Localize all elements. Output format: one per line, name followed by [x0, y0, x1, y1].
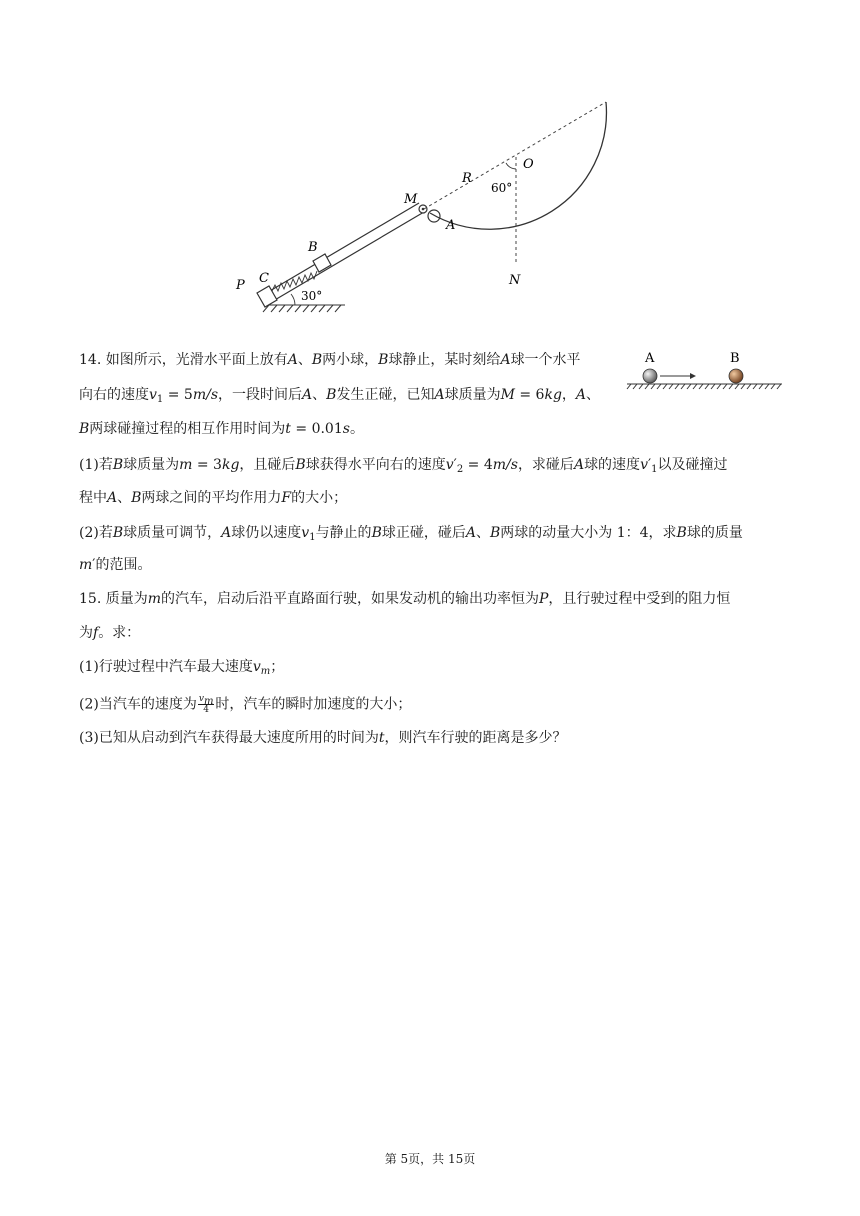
- label-p: P: [236, 278, 245, 293]
- q15-line-1: 15. 质量为m的汽车，启动后沿平直路面行驶，如果发动机的输出功率恒为P，且行驶过程中受到的阻力恒: [79, 591, 731, 607]
- incline-track-figure: [225, 95, 635, 320]
- label-30deg: 30°: [301, 289, 323, 303]
- label-60deg: 60°: [491, 181, 513, 195]
- label-ball-b: B: [730, 351, 740, 366]
- q14-line-3: B两球碰撞过程的相互作用时间为t = 0.01s。: [79, 421, 364, 437]
- arrow-right-icon: [660, 373, 696, 379]
- surface-hatch: [627, 384, 782, 389]
- label-b: B: [308, 240, 318, 255]
- semicircle-track: [430, 102, 606, 229]
- ground-hatch: [263, 305, 345, 312]
- q14-line-2: 向右的速度$v_1 = 5m/s$，一段时间后A、B发生正碰，已知A球质量为M = 6kg，A、: [79, 387, 601, 405]
- incline-plane: [263, 203, 424, 304]
- angle-arc-30: [291, 294, 295, 305]
- ball-b-shape: [729, 369, 743, 383]
- angle-arc-60: [506, 163, 516, 169]
- q14-line-5: 程中A、B两球之间的平均作用力F的大小；: [79, 490, 348, 506]
- label-m: M: [404, 192, 418, 207]
- label-r: R: [462, 171, 472, 186]
- page-footer: 第 5页，共 15页: [384, 1152, 476, 1166]
- label-n: N: [509, 273, 521, 288]
- q14-line-7: m′的范围。: [79, 557, 152, 573]
- two-balls-figure: [622, 348, 787, 396]
- ball-a-shape: [643, 369, 657, 383]
- label-c: C: [259, 271, 269, 286]
- label-o: O: [523, 157, 534, 172]
- q15-line-2: 为f。求：: [79, 625, 141, 641]
- q15-line-5: (3)已知从启动到汽车获得最大速度所用的时间为t，则汽车行驶的距离是多少？: [79, 730, 567, 746]
- label-a: A: [446, 218, 456, 233]
- q15-line-4: (2)当汽车的速度为 $\frac{v_m}{4}$ 时，汽车的瞬时加速度的大小；: [79, 694, 412, 715]
- q14-line-1: 14. 如图所示，光滑水平面上放有A、B两小球，B球静止，某时刻给A球一个水平: [79, 352, 581, 368]
- q15-line-3: (1)行驶过程中汽车最大速度$v_m$；: [79, 659, 285, 677]
- fraction-vm-over-4: $\frac{v_m}{4}$: [198, 694, 214, 715]
- label-ball-a: A: [645, 351, 655, 366]
- q14-line-4: (1)若B球质量为m = 3kg，且碰后B球获得水平向右的速度$v'_2 = 4m/s$，求碰后A球的速度$v'_1$以及碰撞过: [79, 457, 728, 475]
- dashed-radius-line: [424, 102, 606, 209]
- q14-line-6: (2)若B球质量可调节，A球仍以速度$v_1$与静止的B球正碰，碰后A、B两球的动量大小为 1：4，求B球的质量: [79, 525, 743, 543]
